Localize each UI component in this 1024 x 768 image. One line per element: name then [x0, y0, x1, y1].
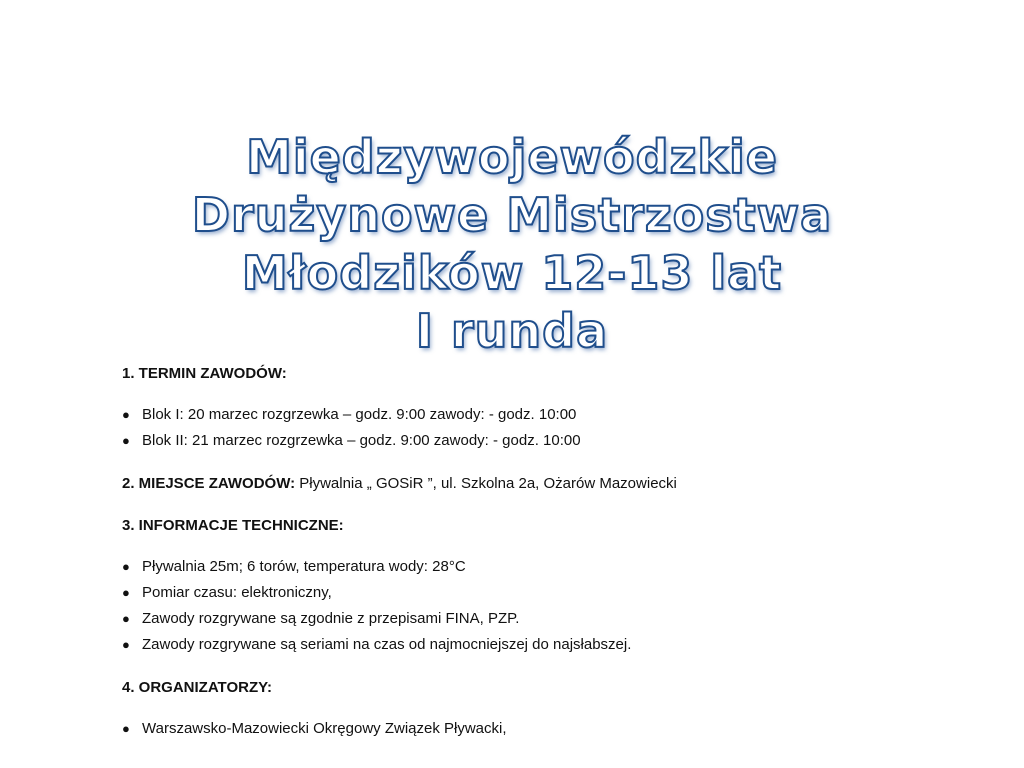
- list-item-text: Pływalnia 25m; 6 torów, temperatura wody: 28°C: [142, 558, 466, 575]
- document-body: [122, 362, 942, 742]
- list-item: [122, 554, 942, 580]
- section-heading-informacje: 3. INFORMACJE TECHNICZNE:: [122, 517, 344, 534]
- section-heading-miejsce-label: 2. MIEJSCE ZAWODÓW:: [122, 475, 296, 492]
- bullet-icon: ●: [122, 559, 130, 574]
- title-line-1: Międzywojewódzkie: [246, 130, 778, 184]
- list-item: [122, 428, 942, 454]
- organizatorzy-list: [122, 716, 942, 742]
- bullet-icon: ●: [122, 433, 130, 448]
- bullet-icon: ●: [122, 721, 130, 736]
- bullet-icon: ●: [122, 585, 130, 600]
- informacje-list: [122, 554, 942, 658]
- list-item-text: Blok I: 20 marzec rozgrzewka – godz. 9:00 zawody: - godz. 10:00: [142, 406, 577, 423]
- section-heading-organizatorzy: 4. ORGANIZATORZY:: [122, 679, 272, 696]
- list-item-text: Blok II: 21 marzec rozgrzewka – godz. 9:00 zawody: - godz. 10:00: [142, 432, 581, 449]
- list-item: [122, 402, 942, 428]
- venue-text: Pływalnia „ GOSiR ”, ul. Szkolna 2a, Ożarów Mazowiecki: [295, 475, 677, 492]
- list-item: [122, 632, 942, 658]
- bullet-icon: ●: [122, 637, 130, 652]
- list-item: [122, 580, 942, 606]
- termin-list: [122, 402, 942, 454]
- list-item-text: Zawody rozgrywane są zgodnie z przepisami FINA, PZP.: [142, 610, 520, 627]
- document-title: [0, 128, 1024, 360]
- bullet-icon: ●: [122, 407, 130, 422]
- section-heading-termin: 1. TERMIN ZAWODÓW:: [122, 365, 287, 382]
- title-line-4: I runda: [415, 304, 609, 358]
- bullet-icon: ●: [122, 611, 130, 626]
- list-item-text: Pomiar czasu: elektroniczny,: [142, 584, 332, 601]
- list-item: [122, 606, 942, 632]
- section-heading-miejsce: [122, 472, 942, 496]
- list-item-text: Zawody rozgrywane są seriami na czas od najmocniejszej do najsłabszej.: [142, 636, 632, 653]
- list-item: [122, 716, 942, 742]
- title-line-3: Młodzików 12-13 lat: [241, 246, 783, 300]
- title-line-2: Drużynowe Mistrzostwa: [191, 188, 833, 242]
- list-item-text: Warszawsko-Mazowiecki Okręgowy Związek Pływacki,: [142, 720, 507, 737]
